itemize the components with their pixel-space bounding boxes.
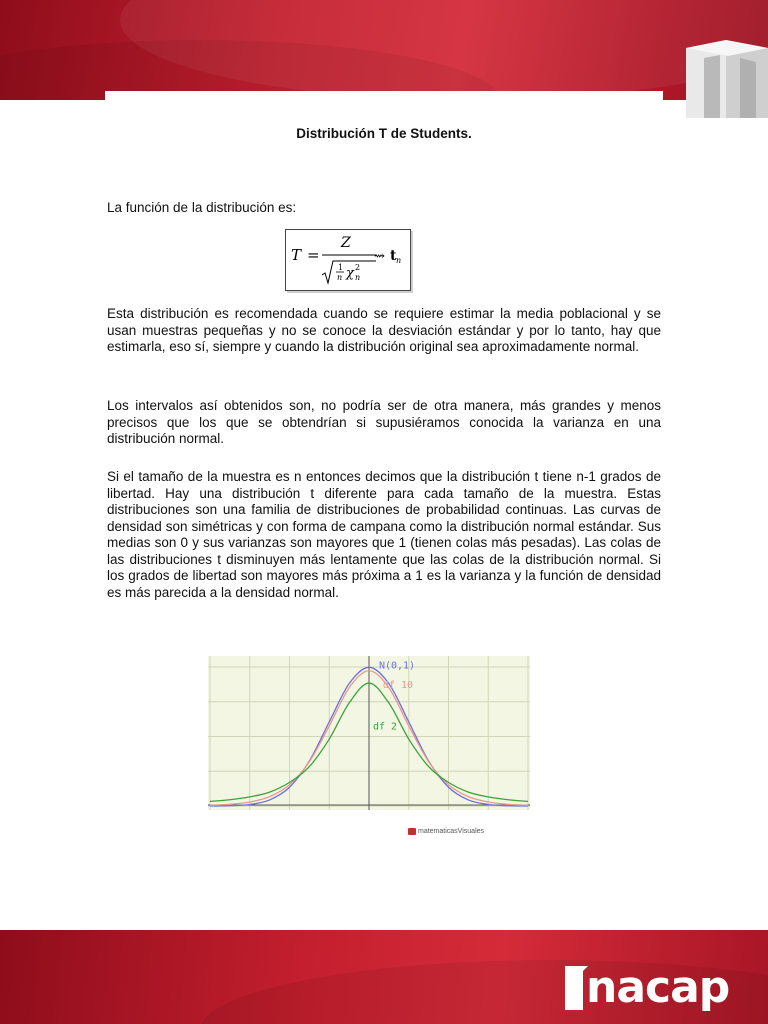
formula-equals: = — [307, 246, 320, 264]
image-credit — [408, 826, 484, 836]
intro-text: La función de la distribución es: — [107, 200, 297, 215]
page-title: Distribución T de Students. — [296, 126, 472, 141]
formula-chi-sub: n — [355, 273, 361, 282]
chart-svg — [208, 656, 530, 810]
formula-rhs: t — [390, 248, 397, 264]
inacap-logo — [565, 958, 730, 1013]
logo-text: nacap — [586, 962, 730, 1013]
formula-frac-den: n — [337, 273, 343, 282]
content-panel — [105, 91, 663, 131]
formula-numerator: Z — [341, 235, 351, 251]
formula-box — [285, 229, 411, 291]
formula-lhs: T — [291, 246, 302, 264]
cube-logo-graphic — [680, 28, 768, 118]
logo-mark-icon — [565, 966, 583, 1010]
formula-svg — [286, 230, 410, 290]
formula-chi: χ — [346, 266, 354, 281]
credit-icon — [408, 828, 416, 835]
series-label-3: df 2 — [372, 721, 398, 733]
formula-arrow: ⇝ — [374, 249, 385, 264]
formula-chi-sup: 2 — [355, 263, 361, 272]
t-distribution-chart — [208, 656, 530, 810]
paragraph-3: Si el tamaño de la muestra es n entonces decimos que la distribución t tiene n-1 grados de libertad. Hay una distribución t diferente para cada tamaño de la muestra. Estas distribuciones son una familia de distribuciones de probabilidad continuas. Las curvas de densidad son simétricas y con forma de campana como la distribución normal estándar. Sus medias son 0 y sus varianzas son mayores que 1 (tienen colas más pesadas). Las colas de las distribuciones t disminuyen más lentamente que las colas de la distribución normal. Si los grados de libertad son mayores más próxima a 1 es la varianza y la función de densidad es más parecida a la densidad normal. — [107, 469, 661, 600]
formula-frac-num: 1 — [338, 263, 344, 272]
series-label-2: df 10 — [382, 679, 414, 691]
formula-rhs-sub: n — [396, 256, 402, 265]
credit-text: matematicasVisuales — [418, 827, 485, 835]
paragraph-1: Esta distribución es recomendada cuando se requiere estimar la media poblacional y se usan muestras pequeñas y no se conoce la desviación estándar y por lo tanto, hay que estimarla, eso sí, siempre y cuando la distribución original sea aproximadamente normal. — [107, 306, 661, 354]
series-label-1: N(0,1) — [378, 660, 416, 672]
paragraph-2: Los intervalos así obtenidos son, no podría ser de otra manera, más grandes y menos precisos que los que se obtendrían si supusiéramos conocida la varianza en una distribución normal. — [107, 398, 661, 446]
top-banner — [0, 0, 768, 100]
